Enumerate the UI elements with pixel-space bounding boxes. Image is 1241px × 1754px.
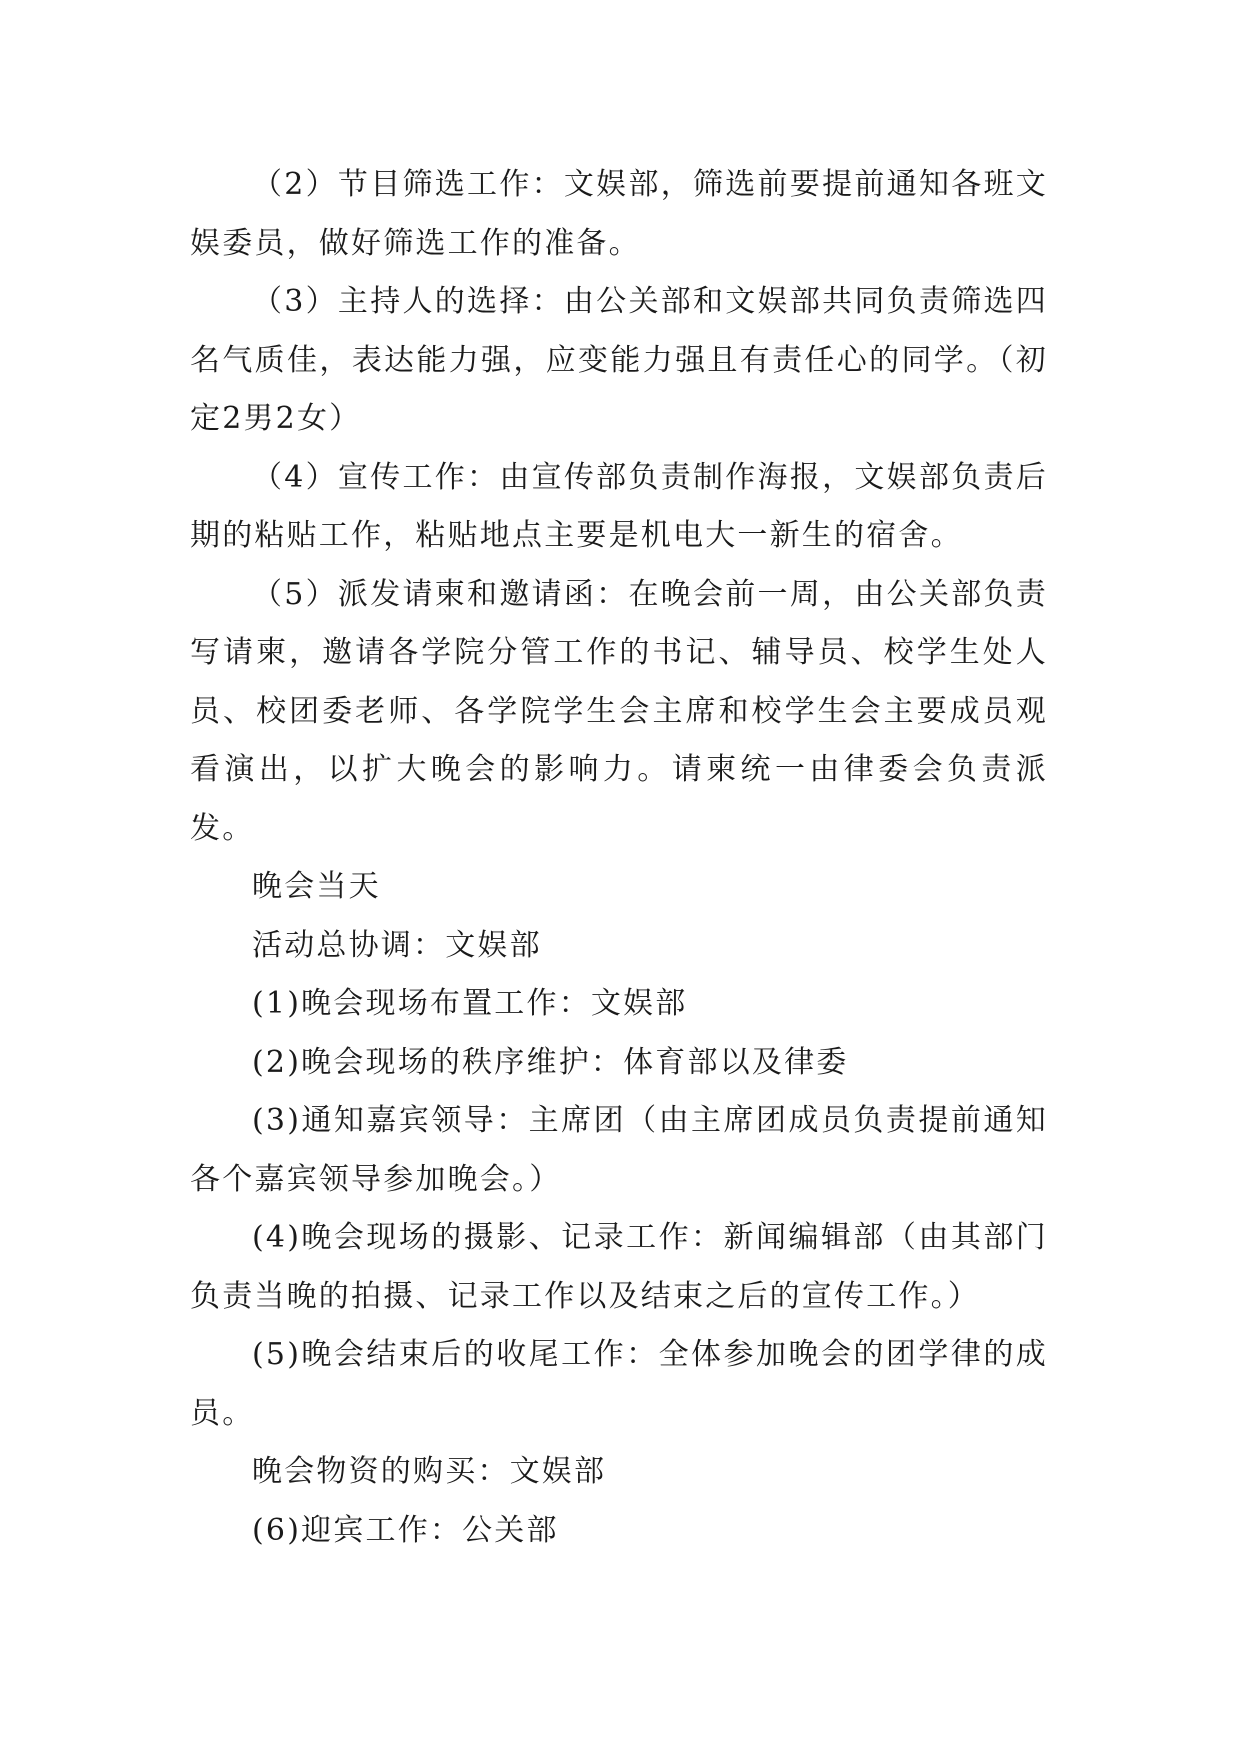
paragraph-overall-coordination: 活动总协调：文娱部 xyxy=(252,927,542,963)
paragraph-publicity: （4）宣传工作：由宣传部负责制作海报，文娱部负责后期的粘贴工作，粘贴地点主要是机电大一新生的宿舍。 xyxy=(190,459,1048,553)
paragraph-order-maintenance: (2)晚会现场的秩序维护：体育部以及律委 xyxy=(252,1044,849,1080)
paragraph-cleanup: (5)晚会结束后的收尾工作：全体参加晚会的团学律的成员。 xyxy=(190,1337,1048,1431)
paragraph-program-screening: （2）节目筛选工作：文娱部，筛选前要提前通知各班文娱委员，做好筛选工作的准备。 xyxy=(190,167,1048,261)
paragraph-venue-setup: (1)晚会现场布置工作：文娱部 xyxy=(252,986,688,1021)
section-heading-event-day: 晚会当天 xyxy=(252,869,381,904)
paragraph-supplies-purchase: 晚会物资的购买：文娱部 xyxy=(252,1454,607,1489)
document-body xyxy=(190,156,1048,1560)
paragraph-photography: (4)晚会现场的摄影、记录工作：新闻编辑部（由其部门负责当晚的拍摄、记录工作以及结束之后的宣传工作。） xyxy=(190,1220,1048,1314)
paragraph-invitations: （5）派发请柬和邀请函：在晚会前一周，由公关部负责写请柬，邀请各学院分管工作的书记、辅导员、校学生处人员、校团委老师、各学院学生会主席和校学生会主要成员观看演出，以扩大晚会的影响力。请柬统一由律委会负责派发。 xyxy=(190,576,1048,846)
paragraph-host-selection: （3）主持人的选择：由公关部和文娱部共同负责筛选四名气质佳，表达能力强，应变能力强且有责任心的同学。（初定2男2女） xyxy=(190,284,1048,436)
paragraph-reception: (6)迎宾工作：公关部 xyxy=(252,1512,559,1548)
paragraph-notify-guests: (3)通知嘉宾领导：主席团（由主席团成员负责提前通知各个嘉宾领导参加晚会。） xyxy=(190,1103,1048,1197)
